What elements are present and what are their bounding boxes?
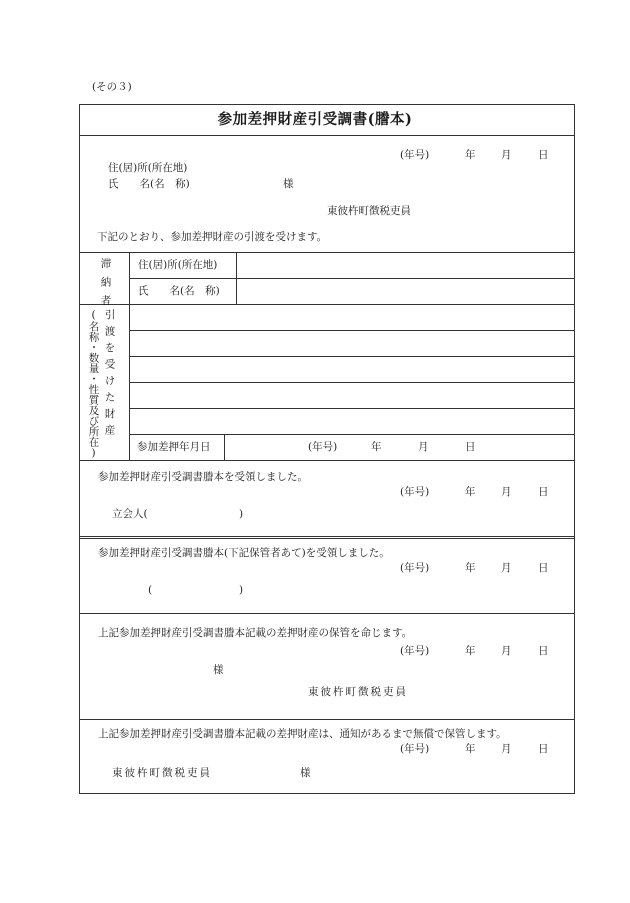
- order-text: 上記参加差押財産引受調書謄本記載の差押財産の保管を命じます。: [98, 627, 413, 639]
- statement: 下記のとおり、参加差押財産の引渡を受けます。: [97, 231, 328, 243]
- rule-delinquent-label: [236, 252, 237, 304]
- receipt1-date-year: 年: [465, 486, 476, 498]
- receipt2-text: 参加差押財産引受調書謄本(下記保管者あて)を受領しました。: [98, 547, 390, 559]
- custody-date-era: (年号): [400, 743, 430, 755]
- receipt1-date-era: (年号): [400, 486, 430, 498]
- seizure-date-year: 年: [371, 441, 382, 453]
- official-name: 東彼杵町徴税吏員: [327, 205, 411, 217]
- date-year: 年: [465, 149, 476, 161]
- custody-text: 上記参加差押財産引受調書謄本記載の差押財産は、通知があるまで無償で保管します。: [98, 728, 507, 740]
- witness-label: 立会人(: [112, 508, 148, 520]
- order-date-day: 日: [538, 645, 549, 657]
- delinquent-name-label: 氏 名(名 称): [138, 285, 220, 297]
- receipt1-date-day: 日: [538, 486, 549, 498]
- custody-date-day: 日: [538, 743, 549, 755]
- seizure-date-label: 参加差押年月日: [137, 441, 211, 453]
- rule-receipt1-a: [79, 536, 575, 537]
- date-day: 日: [538, 149, 549, 161]
- property-sub-label: (名称・数量・性質及び所在): [87, 309, 100, 459]
- rule-prop-3: [129, 382, 575, 383]
- rule-prop-5: [129, 434, 575, 435]
- rule-header: [79, 252, 575, 253]
- receipt2-date-year: 年: [465, 562, 476, 574]
- rule-left-column: [129, 252, 130, 460]
- order-date-year: 年: [465, 645, 476, 657]
- seizure-date-era: (年号): [308, 441, 338, 453]
- custody-date-month: 月: [501, 743, 512, 755]
- address-label: 住(居)所(所在地): [108, 162, 188, 174]
- seizure-date-day: 日: [465, 441, 476, 453]
- receipt2-date-era: (年号): [400, 562, 430, 574]
- document-label: (その３): [92, 81, 132, 93]
- rule-prop-4: [129, 408, 575, 409]
- honorific: 様: [283, 178, 294, 190]
- delinquent-label: 滞納者: [99, 258, 112, 314]
- rule-title: [79, 135, 575, 136]
- date-month: 月: [501, 149, 512, 161]
- receipt2-open: (: [148, 584, 153, 596]
- custody-date-year: 年: [465, 743, 476, 755]
- property-label: 引渡を受けた財産: [103, 309, 116, 441]
- rule-receipt1-b: [79, 538, 575, 539]
- rule-prop-2: [129, 356, 575, 357]
- form-title: 参加差押財産引受調書(謄本): [217, 111, 413, 128]
- receipt2-date-month: 月: [501, 562, 512, 574]
- rule-delinquent-mid: [129, 278, 575, 279]
- rule-receipt2: [79, 613, 575, 614]
- receipt1-text: 参加差押財産引受調書謄本を受領しました。: [98, 471, 308, 483]
- receipt2-date-day: 日: [538, 562, 549, 574]
- name-label: 氏 名(名 称): [108, 178, 190, 190]
- order-official: 東彼杵町徴税吏員: [308, 686, 408, 698]
- receipt1-date-month: 月: [501, 486, 512, 498]
- date-era: (年号): [400, 149, 430, 161]
- custody-official: 東彼杵町徴税吏員: [112, 767, 212, 779]
- custody-honorific: 様: [300, 767, 311, 779]
- order-honorific: 様: [213, 664, 224, 676]
- delinquent-address-label: 住(居)所(所在地): [138, 259, 218, 271]
- order-date-era: (年号): [400, 645, 430, 657]
- witness-close: ): [239, 508, 244, 520]
- rule-seizure-label: [224, 434, 225, 460]
- rule-order: [79, 719, 575, 720]
- order-date-month: 月: [501, 645, 512, 657]
- receipt2-close: ): [239, 584, 244, 596]
- seizure-date-month: 月: [418, 441, 429, 453]
- rule-property: [79, 460, 575, 461]
- rule-delinquent: [79, 304, 575, 305]
- rule-prop-1: [129, 330, 575, 331]
